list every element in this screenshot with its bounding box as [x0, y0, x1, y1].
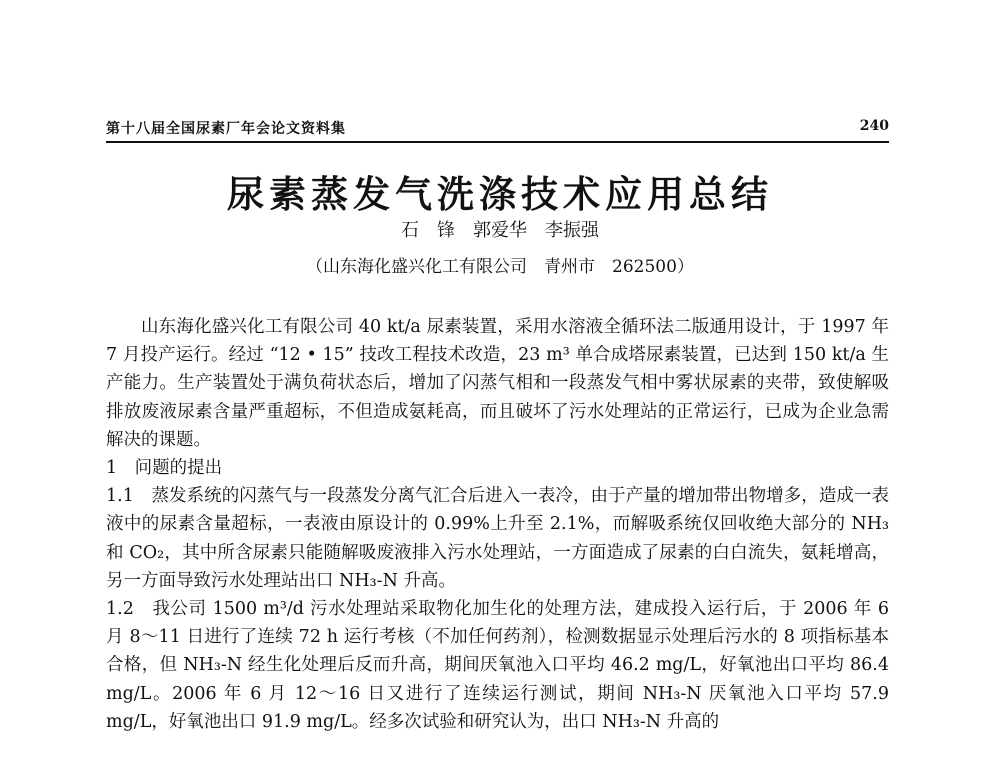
paragraph-1-2: 1.2 我公司 1500 m³/d 污水处理站采取物化加生化的处理方法，建成投入运行后，于 2006 年 6 月 8～11 日进行了连续 72 h 运行考核（不加任何药剂），检测数据显示处理后污水的 8 项指标基本合格，但 NH₃-N 经生化处理后反而升高，期间厌氧池入口平均 46.2 mg/L，好氧池出口平均 86.4 mg/L。2006 年 6 月 12～16 日又进行了连续运行测试，期间 NH₃-N 厌氧池入口平均 57.9 mg/L，好氧池出口 91.9 mg/L。经多次试验和研究认为，出口 NH₃-N 升高的 — [106, 599, 889, 732]
journal-name: 第十八届全国尿素厂年会论文资料集 — [106, 121, 346, 137]
section-heading-1: 1 问题的提出 — [106, 458, 223, 479]
authors: 石 锋 郭爱华 李振强 — [401, 220, 599, 241]
affiliation: （山东海化盛兴化工有限公司 青州市 262500） — [306, 257, 694, 277]
header-rule — [106, 141, 889, 143]
paper-title: 尿素蒸发气洗涤技术应用总结 — [227, 172, 773, 216]
running-header — [106, 118, 889, 142]
body-text — [106, 313, 889, 736]
intro-paragraph: 山东海化盛兴化工有限公司 40 kt/a 尿素装置，采用水溶液全循环法二版通用设计，于 1997 年 7 月投产运行。经过 “12 • 15” 技改工程技术改造，23 m³ 单合成塔尿素装置，已达到 150 kt/a 生产能力。生产装置处于满负荷状态后，增加了闪蒸气相和一段蒸发气相中雾状尿素的夹带，致使解吸排放废液尿素含量严重超标，不但造成氨耗高，而且破坏了污水处理站的正常运行，已成为企业急需解决的课题。 — [106, 317, 889, 450]
page-number: 240 — [859, 118, 889, 134]
paragraph-1-1: 1.1 蒸发系统的闪蒸气与一段蒸发分离气汇合后进入一表冷，由于产量的增加带出物增多，造成一表液中的尿素含量超标，一表液由原设计的 0.99%上升至 2.1%，而解吸系统仅回收绝大部分的 NH₃ 和 CO₂，其中所含尿素只能随解吸废液排入污水处理站，一方面造成了尿素的白白流失，氨耗增高，另一方面导致污水处理站出口 NH₃-N 升高。 — [106, 486, 889, 591]
